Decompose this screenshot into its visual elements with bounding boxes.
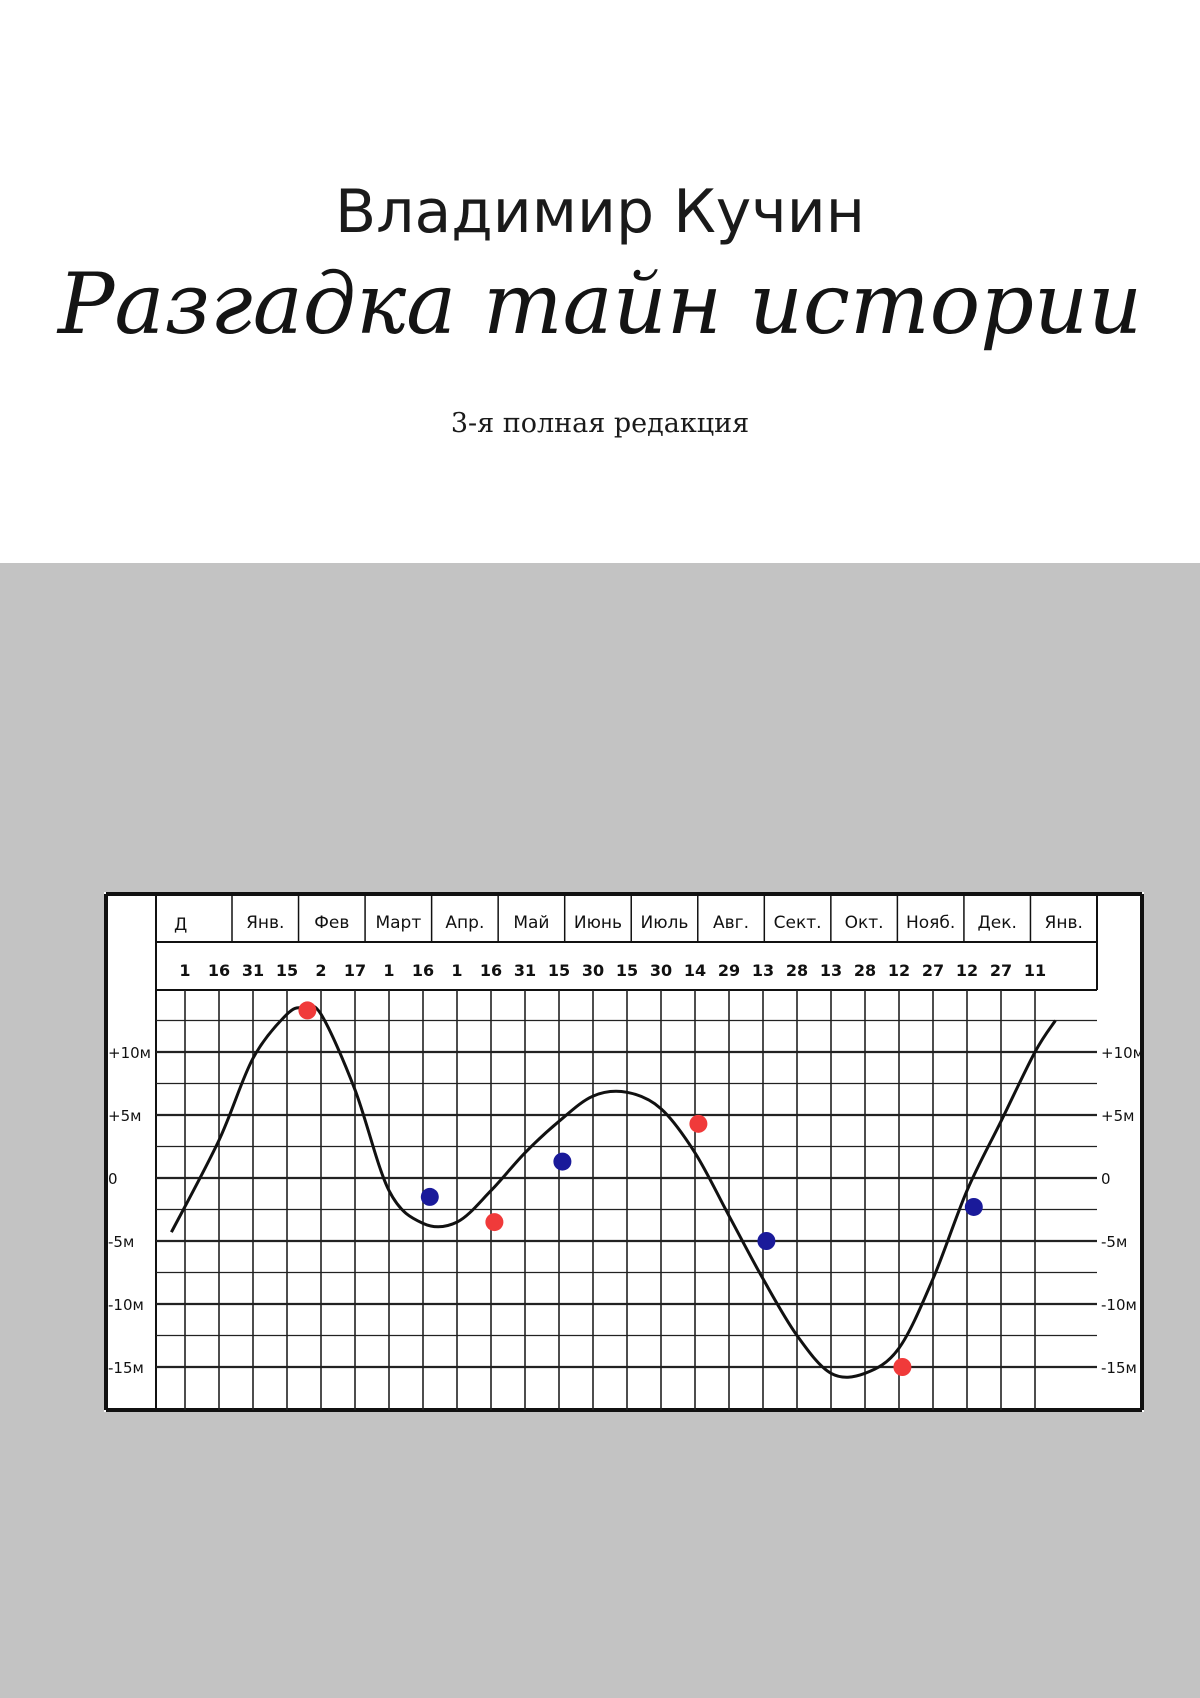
month-label: Окт. — [844, 913, 884, 933]
red-marker — [893, 1358, 911, 1376]
day-label: 1 — [451, 961, 463, 980]
day-label: 14 — [683, 961, 707, 980]
day-label: 15 — [615, 961, 639, 980]
day-label: 16 — [207, 961, 231, 980]
day-label: 17 — [343, 961, 367, 980]
month-label: Фев — [314, 913, 350, 933]
day-label: 29 — [717, 961, 741, 980]
day-label: 2 — [315, 961, 327, 980]
y-tick-label-left: 0 — [108, 1170, 118, 1188]
day-label: 13 — [751, 961, 775, 980]
month-label: Март — [375, 913, 422, 933]
month-label: Июнь — [573, 913, 623, 933]
day-label: 12 — [887, 961, 911, 980]
y-tick-label-right: +5м — [1101, 1107, 1135, 1125]
day-label: 28 — [853, 961, 877, 980]
day-label: 15 — [547, 961, 571, 980]
y-tick-label-right: +10м — [1101, 1044, 1144, 1062]
y-tick-label-right: -5м — [1101, 1233, 1128, 1251]
month-label: Апр. — [445, 913, 485, 933]
day-label: 31 — [241, 961, 265, 980]
y-tick-label-left: +5м — [108, 1107, 142, 1125]
day-label: 16 — [479, 961, 503, 980]
book-title: Разгадка тайн истории — [57, 255, 1143, 353]
day-label: 28 — [785, 961, 809, 980]
day-label: 16 — [411, 961, 435, 980]
red-marker — [298, 1001, 316, 1019]
blue-marker — [757, 1232, 775, 1250]
y-tick-label-right: -10м — [1101, 1296, 1137, 1314]
day-label: 1 — [179, 961, 191, 980]
chart-corner-label: Д — [174, 915, 188, 935]
day-label: 31 — [513, 961, 537, 980]
red-marker — [485, 1213, 503, 1231]
day-label: 13 — [819, 961, 843, 980]
day-label: 1 — [383, 961, 395, 980]
day-label: 12 — [955, 961, 979, 980]
month-label: Дек. — [977, 913, 1017, 933]
cover-title-area — [0, 0, 1200, 563]
tide-chart — [104, 892, 1144, 1412]
y-tick-label-left: -5м — [108, 1233, 135, 1251]
y-tick-label-left: -15м — [108, 1359, 144, 1377]
day-label: 30 — [649, 961, 673, 980]
day-label: 27 — [989, 961, 1013, 980]
month-label: Янв. — [1044, 913, 1083, 933]
y-tick-label-left: +10м — [108, 1044, 151, 1062]
month-label: Янв. — [246, 913, 285, 933]
month-label: Май — [513, 913, 550, 933]
day-label: 30 — [581, 961, 605, 980]
month-label: Авг. — [713, 913, 750, 933]
y-tick-label-left: -10м — [108, 1296, 144, 1314]
day-label: 15 — [275, 961, 299, 980]
blue-marker — [965, 1198, 983, 1216]
day-label: 27 — [921, 961, 945, 980]
red-marker — [689, 1115, 707, 1133]
edition-subtitle: 3-я полная редакция — [450, 408, 750, 439]
blue-marker — [553, 1153, 571, 1171]
y-tick-label-right: -15м — [1101, 1359, 1137, 1377]
day-label: 11 — [1023, 961, 1047, 980]
y-tick-label-right: 0 — [1101, 1170, 1111, 1188]
month-label: Нояб. — [905, 913, 956, 933]
month-label: Июль — [640, 913, 689, 933]
month-label: Сект. — [773, 913, 822, 933]
author-name: Владимир Кучин — [335, 177, 865, 247]
blue-marker — [421, 1188, 439, 1206]
